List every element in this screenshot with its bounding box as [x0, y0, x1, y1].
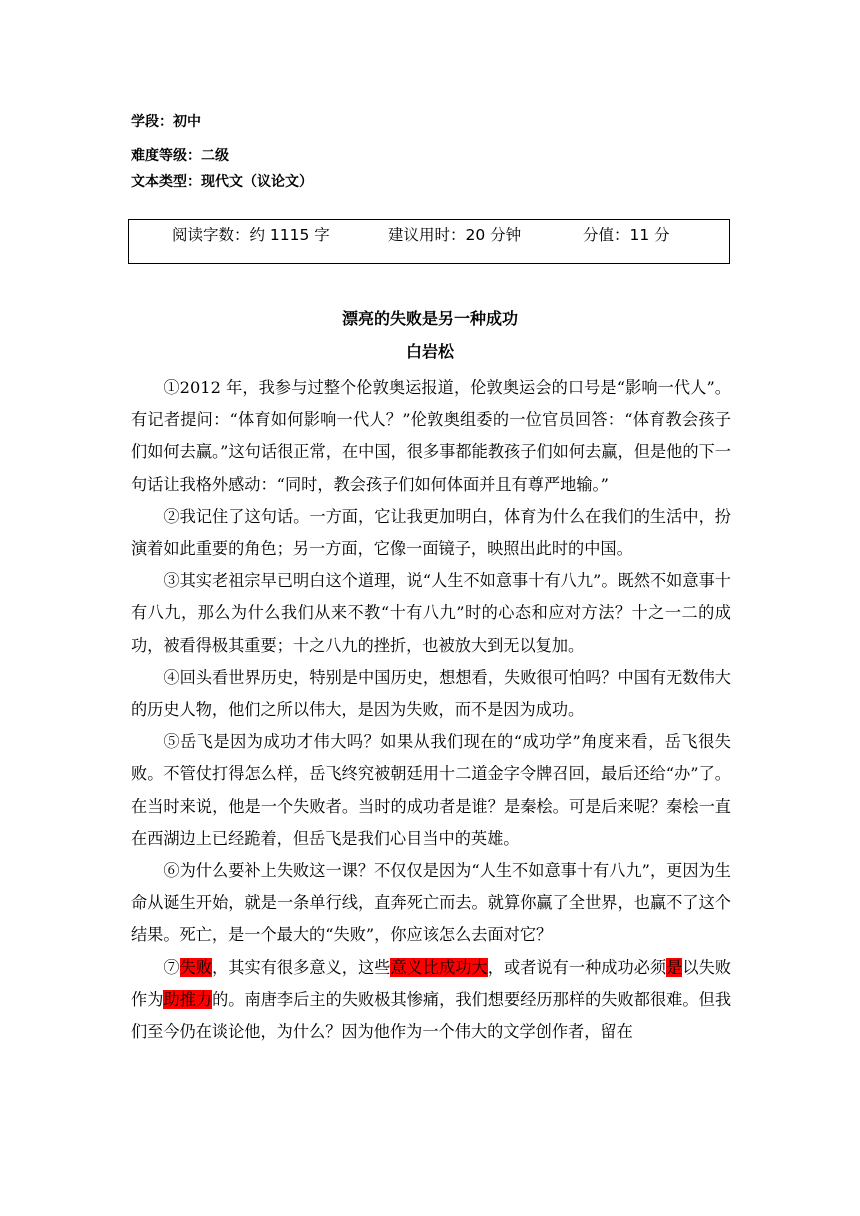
- text-segment: ，其实有很多意义，这些: [212, 957, 391, 977]
- school-stage: 学段：初中: [131, 114, 201, 130]
- paragraph-1: ①2012 年，我参与过整个伦敦奥运报道，伦敦奥运会的口号是“影响一代人”。有记者提问：“体育如何影响一代人？”伦敦奥组委的一位官员回答：“体育教会孩子们如何去赢。”这句话很正常，在中国，很多事都能教孩子们如何去赢，但是他的下一句话让我格外感动：“同时，教会孩子们如何体面并且有尊严地输。”: [131, 378, 731, 494]
- paragraph-4: ④回头看世界历史，特别是中国历史，想想看，失败很可怕吗？中国有无数伟大的历史人物，他们之所以伟大，是因为失败，而不是因为成功。: [131, 667, 731, 720]
- text-segment: ，或者说有一种成功必须: [487, 957, 667, 977]
- highlight-boost: 助推力: [163, 989, 213, 1009]
- highlight-failure: 失败: [179, 957, 213, 977]
- suggested-time: 建议用时：20 分钟: [388, 226, 522, 244]
- paragraph-7: [131, 952, 731, 1049]
- score-value: 分值：11 分: [583, 226, 670, 244]
- difficulty-level: 难度等级：二级: [131, 148, 229, 164]
- reading-info-box: [128, 219, 730, 264]
- highlight-is: 是: [666, 957, 683, 977]
- paragraph-3: ③其实老祖宗早已明白这个道理，说“人生不如意事十有八九”。既然不如意事十有八九，那么为什么我们从来不教“十有八九”时的心态和应对方法？十之一二的成功，被看得极其重要；十之八九的挫折，也被放大到无以复加。: [131, 571, 731, 655]
- article-title: 漂亮的失败是另一种成功: [341, 309, 518, 328]
- article-body: [131, 372, 731, 1048]
- highlight-meaning: 意义比成功大: [390, 957, 488, 977]
- paragraph-5: ⑤岳飞是因为成功才伟大吗？如果从我们现在的“成功学”角度来看，岳飞很失败。不管仗打得怎么样，岳飞终究被朝廷用十二道金字令牌召回，最后还给“办”了。在当时来说，他是一个失败者。当时的成功者是谁？是秦桧。可是后来呢？秦桧一直在西湖边上已经跪着，但岳飞是我们心目当中的英雄。: [131, 732, 731, 848]
- text-segment: 的。南唐李后主的失败极其惨痛，我们想要经历那样的失败都很难。但我们至今仍在谈论他，为什么？因为他作为一个伟大的文学创作者，留在: [131, 989, 732, 1042]
- word-count: 阅读字数：约 1115 字: [172, 226, 330, 244]
- article-author: 白岩松: [405, 342, 454, 361]
- paragraph-number: ⑦: [163, 957, 180, 977]
- text-type: 文本类型：现代文（议论文）: [131, 174, 313, 190]
- paragraph-6: ⑥为什么要补上失败这一课？不仅仅是因为“人生不如意事十有八九”，更因为生命从诞生开始，就是一条单行线，直奔死亡而去。就算你赢了全世界，也赢不了这个结果。死亡，是一个最大的“失败”，你应该怎么去面对它？: [131, 861, 731, 945]
- text-segment: 以失败作为: [131, 957, 732, 1009]
- paragraph-2: ②我记住了这句话。一方面，它让我更加明白，体育为什么在我们的生活中，扮演着如此重要的角色；另一方面，它像一面镜子，映照出此时的中国。: [131, 506, 731, 559]
